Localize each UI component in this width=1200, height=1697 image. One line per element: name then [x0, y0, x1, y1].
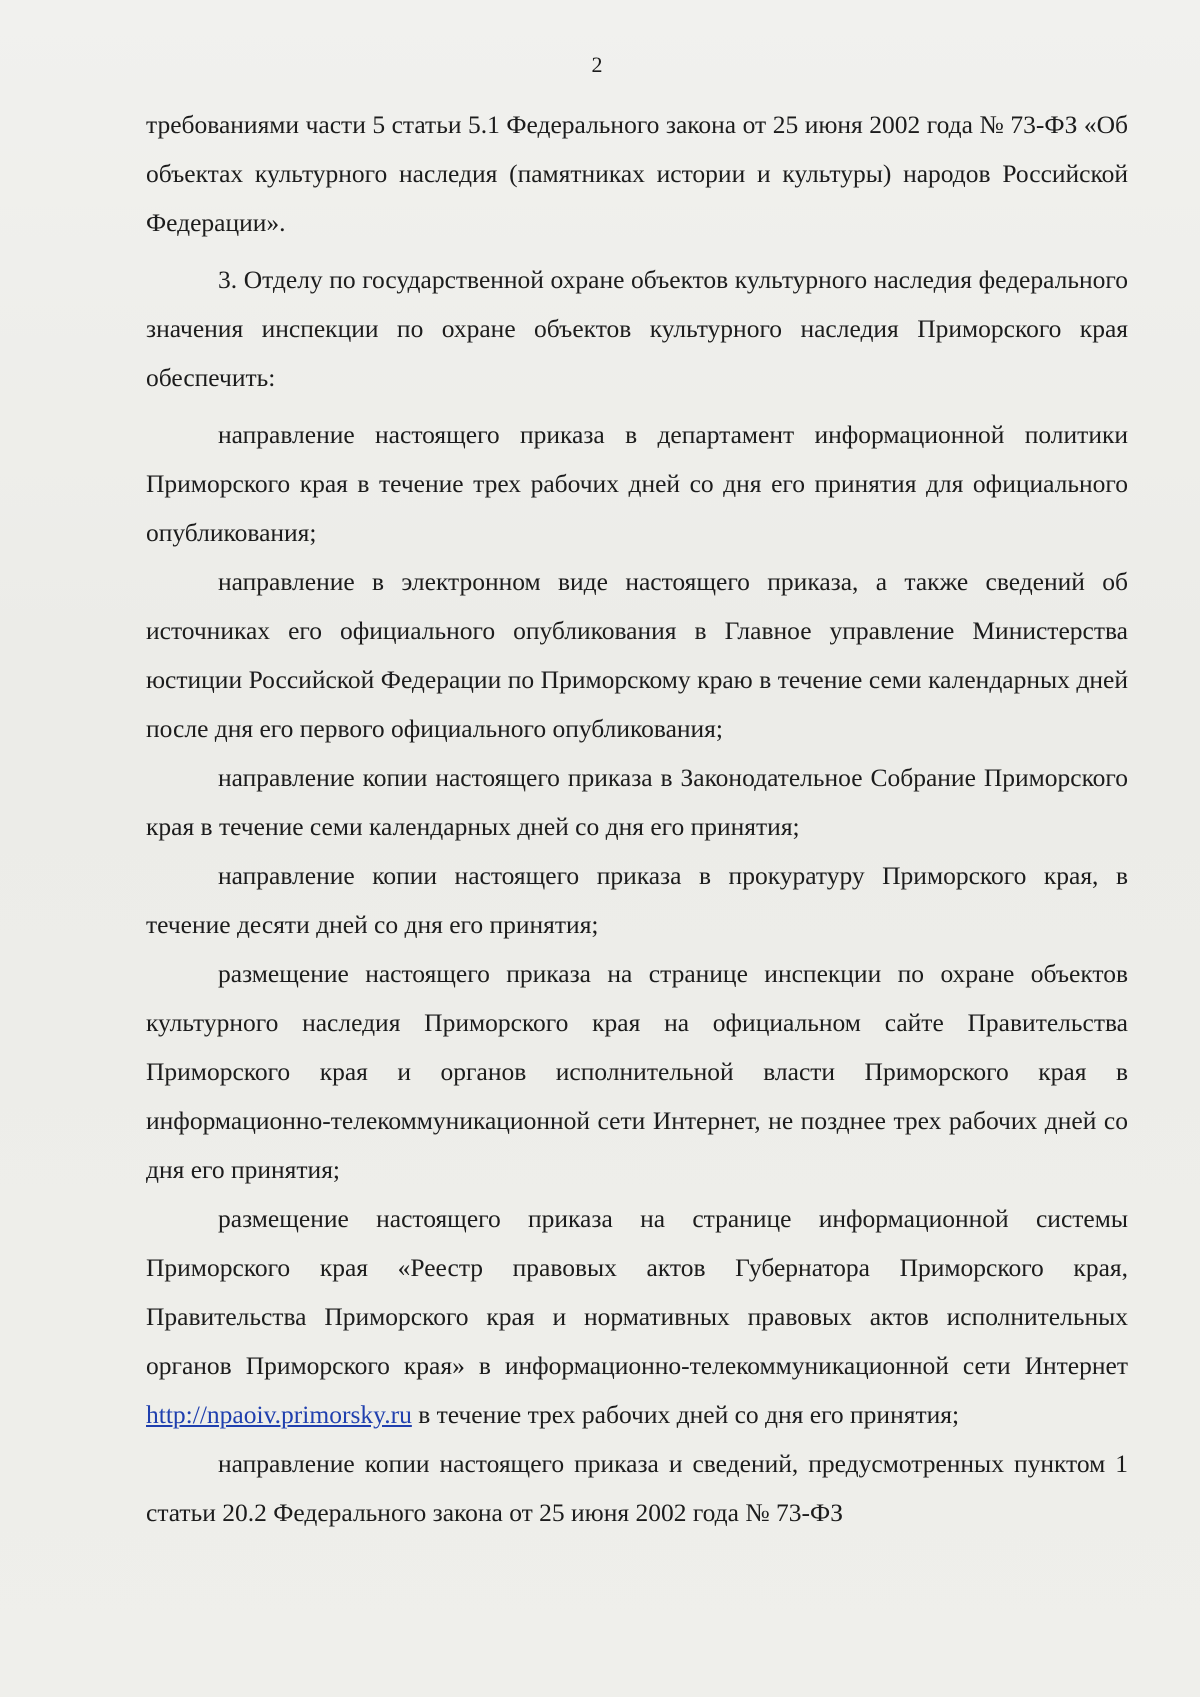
- registry-link[interactable]: http://npaoiv.primorsky.ru: [146, 1400, 412, 1429]
- paragraph-1: требованиями части 5 статьи 5.1 Федерального закона от 25 июня 2002 года № 73-ФЗ «Об объектах культурного наследия (памятниках истории и культуры) народов Российской Федерации».: [146, 110, 1128, 237]
- paragraph-9: направление копии настоящего приказа и сведений, предусмотренных пунктом 1 статьи 20.2 Федерального закона от 25 июня 2002 года № 73-ФЗ: [146, 1449, 1128, 1527]
- paragraph-8-text-after-link: в течение трех рабочих дней со дня его принятия;: [411, 1400, 960, 1429]
- paragraph-5: направление копии настоящего приказа в Законодательное Собрание Приморского края в течение семи календарных дней со дня его принятия;: [146, 763, 1128, 841]
- paragraph-2: 3. Отделу по государственной охране объектов культурного наследия федерального значения инспекции по охране объектов культурного наследия Приморского края обеспечить:: [146, 265, 1128, 392]
- paragraph-8: [146, 1194, 1128, 1439]
- paragraph-8-text-before-link: размещение настоящего приказа на странице информационной системы Приморского края «Реестр правовых актов Губернатора Приморского края, Правительства Приморского края и нормативных правовых актов исполнительных органов Приморского края» в информационно-телекоммуникационной сети Интернет: [146, 1204, 1128, 1380]
- paragraph-7: размещение настоящего приказа на странице инспекции по охране объектов культурного наследия Приморского края на официальном сайте Правительства Приморского края и органов исполнительной власти Приморского края в информационно-телекоммуникационной сети Интернет, не позднее трех рабочих дней со дня его принятия;: [146, 959, 1128, 1184]
- page-number: 2: [591, 52, 603, 77]
- paragraph-3: направление настоящего приказа в департамент информационной политики Приморского края в течение трех рабочих дней со дня его принятия для официального опубликования;: [146, 420, 1128, 547]
- paragraph-6: направление копии настоящего приказа в прокуратуру Приморского края, в течение десяти дней со дня его принятия;: [146, 861, 1128, 939]
- paragraph-4: направление в электронном виде настоящего приказа, а также сведений об источниках его официального опубликования в Главное управление Министерства юстиции Российской Федерации по Приморскому краю в течение семи календарных дней после дня его первого официального опубликования;: [146, 567, 1128, 743]
